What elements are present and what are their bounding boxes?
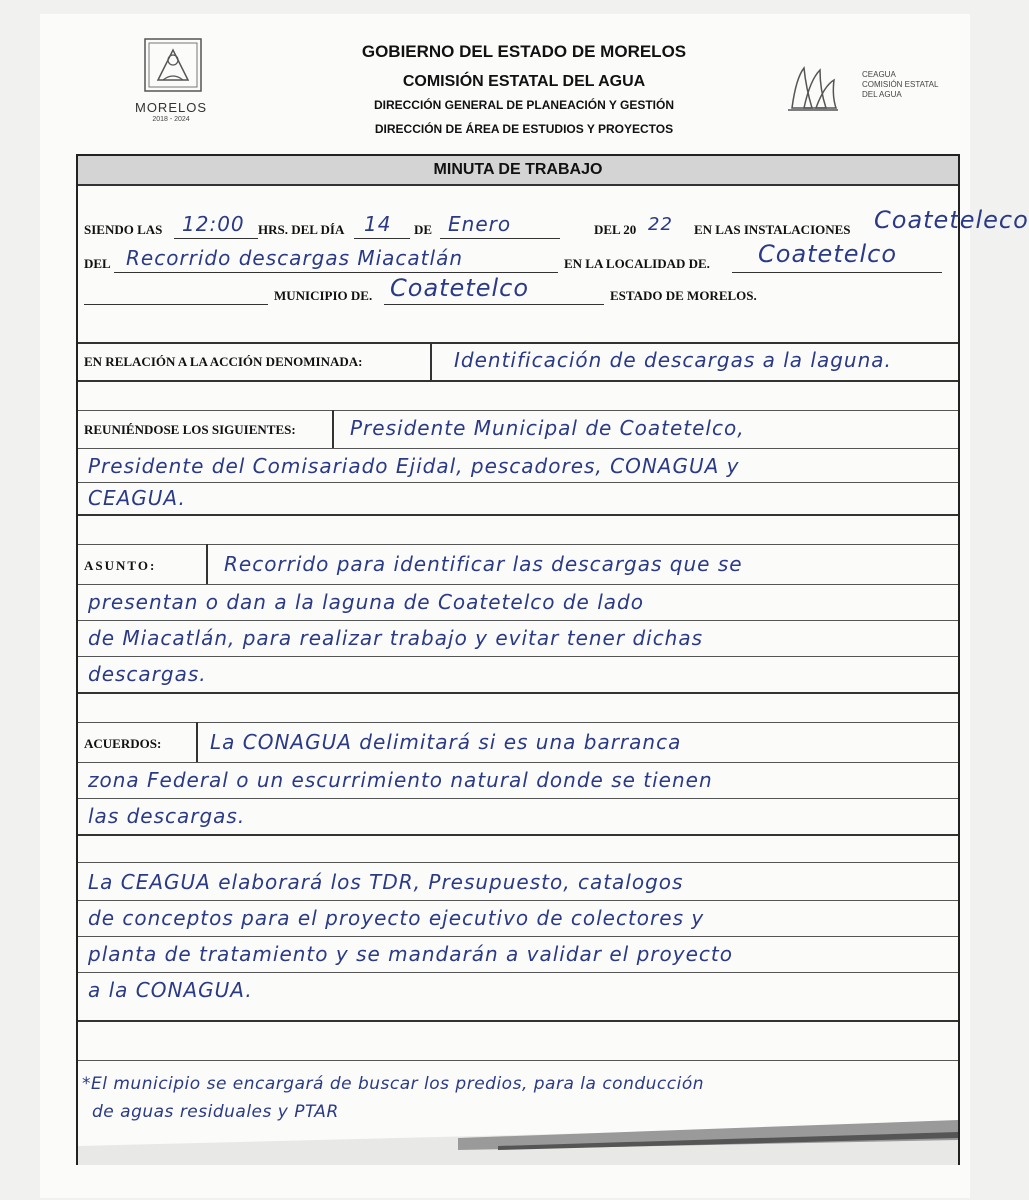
- hora-value: 12:00: [182, 212, 245, 236]
- asunto-label: ASUNTO:: [84, 558, 157, 573]
- acuerdo2-line-1: La CEAGUA elaborará los TDR, Presupuesto, catalogos: [88, 870, 684, 894]
- header-direccion-area: DIRECCIÓN DE ÁREA DE ESTUDIOS Y PROYECTOS: [374, 122, 674, 136]
- row-divider: [78, 620, 958, 621]
- municipio-prefix-line: [84, 304, 268, 305]
- hora-line: [174, 238, 258, 239]
- asunto-line-4: descargas.: [88, 662, 207, 686]
- ceagua-logo-text: [862, 70, 972, 100]
- morelos-logo-text: MORELOS: [134, 100, 207, 115]
- anio-value: 22: [648, 214, 673, 235]
- asunto-divider: [206, 544, 208, 584]
- row-divider: [78, 342, 958, 344]
- row-divider: [78, 798, 958, 799]
- accion-divider: [430, 342, 432, 380]
- acuerdo2-line-3: planta de tratamiento y se mandarán a validar el proyecto: [88, 942, 733, 966]
- header-commission: COMISIÓN ESTATAL DEL AGUA: [402, 73, 646, 90]
- instalaciones-label: EN LAS INSTALACIONES: [694, 222, 851, 237]
- scan-shadow-band: [78, 1116, 958, 1165]
- row-divider: [78, 514, 958, 516]
- mes-line: [440, 238, 560, 239]
- reunion-line-1: Presidente Municipal de Coatetelco,: [350, 416, 745, 440]
- siendo-las-label: SIENDO LAS: [84, 222, 163, 237]
- row-divider: [78, 544, 958, 545]
- hrs-del-dia-label: HRS. DEL DÍA: [258, 222, 345, 237]
- asunto-line-3: de Miacatlán, para realizar trabajo y evitar tener dichas: [88, 626, 704, 650]
- reunion-line-2: Presidente del Comisariado Ejidal, pescadores, CONAGUA y: [88, 454, 740, 478]
- acuerdos-divider: [196, 722, 198, 762]
- instalaciones-value: Coateteleco: [874, 206, 1029, 234]
- localidad-line: [732, 272, 942, 273]
- asunto-line-2: presentan o dan a la laguna de Coatetelco de lado: [88, 590, 644, 614]
- asunto-line-1: Recorrido para identificar las descargas que se: [224, 552, 743, 576]
- row-divider: [78, 972, 958, 973]
- acuerdo3-line-2: de aguas residuales y PTAR: [92, 1102, 339, 1122]
- recorrido-value: Recorrido descargas Miacatlán: [126, 246, 463, 270]
- recorrido-line: [114, 272, 558, 273]
- row-divider: [78, 834, 958, 836]
- header-direccion-general: DIRECCIÓN GENERAL DE PLANEACIÓN Y GESTIÓN: [373, 98, 675, 112]
- reunion-label: REUNIÉNDOSE LOS SIGUIENTES:: [84, 422, 296, 437]
- acuerdos-line-3: las descargas.: [88, 804, 246, 828]
- acuerdos-line-1: La CONAGUA delimitará si es una barranca: [210, 730, 682, 754]
- acuerdo2-line-2: de conceptos para el proyecto ejecutivo de colectores y: [88, 906, 705, 930]
- row-divider: [78, 1020, 958, 1022]
- acuerdo2-line-4: a la CONAGUA.: [88, 978, 253, 1002]
- municipio-value: Coatetelco: [390, 274, 530, 302]
- accion-label: EN RELACIÓN A LA ACCIÓN DENOMINADA:: [84, 354, 363, 369]
- accion-value: Identificación de descargas a la laguna.: [454, 348, 892, 372]
- ceagua-logo-line1: CEAGUA: [862, 70, 896, 79]
- municipio-line: [384, 304, 604, 305]
- acuerdos-label: ACUERDOS:: [84, 736, 162, 751]
- localidad-value: Coatetelco: [758, 240, 898, 268]
- ceagua-logo-line3: DEL AGUA: [862, 90, 902, 99]
- header-government: GOBIERNO DEL ESTADO DE MORELOS: [361, 42, 687, 61]
- row-divider: [78, 482, 958, 483]
- mes-value: Enero: [448, 212, 512, 236]
- estado-label: ESTADO DE MORELOS.: [610, 288, 757, 303]
- row-divider: [78, 1060, 958, 1061]
- reunion-line-3: CEAGUA.: [88, 486, 186, 510]
- municipio-label: MUNICIPIO DE.: [274, 288, 373, 303]
- form-title: MINUTA DE TRABAJO: [78, 156, 958, 186]
- ceagua-logo-icon: [782, 58, 842, 118]
- acuerdos-line-2: zona Federal o un escurrimiento natural donde se tienen: [88, 768, 713, 792]
- dia-line: [354, 238, 410, 239]
- row-divider: [78, 862, 958, 863]
- minuta-form: [76, 154, 1029, 1165]
- row-divider: [78, 692, 958, 694]
- row-divider: [78, 762, 958, 763]
- row-divider: [78, 410, 958, 411]
- row-divider: [78, 900, 958, 901]
- acuerdo3-line-1: *El municipio se encargará de buscar los predios, para la conducción: [82, 1074, 704, 1094]
- de-label: DE: [414, 222, 433, 237]
- row-divider: [78, 936, 958, 937]
- del-label: DEL: [84, 256, 111, 271]
- localidad-label: EN LA LOCALIDAD DE.: [564, 256, 710, 271]
- row-divider: [78, 448, 958, 449]
- morelos-logo-years: 2018 - 2024: [152, 116, 190, 123]
- row-divider: [78, 722, 958, 723]
- row-divider: [78, 584, 958, 585]
- del-20-label: DEL 20: [594, 222, 637, 237]
- dia-value: 14: [364, 212, 392, 236]
- row-divider: [78, 656, 958, 657]
- row-divider: [78, 380, 958, 382]
- reunion-divider: [332, 410, 334, 448]
- ceagua-logo-line2: COMISIÓN ESTATAL: [862, 80, 939, 89]
